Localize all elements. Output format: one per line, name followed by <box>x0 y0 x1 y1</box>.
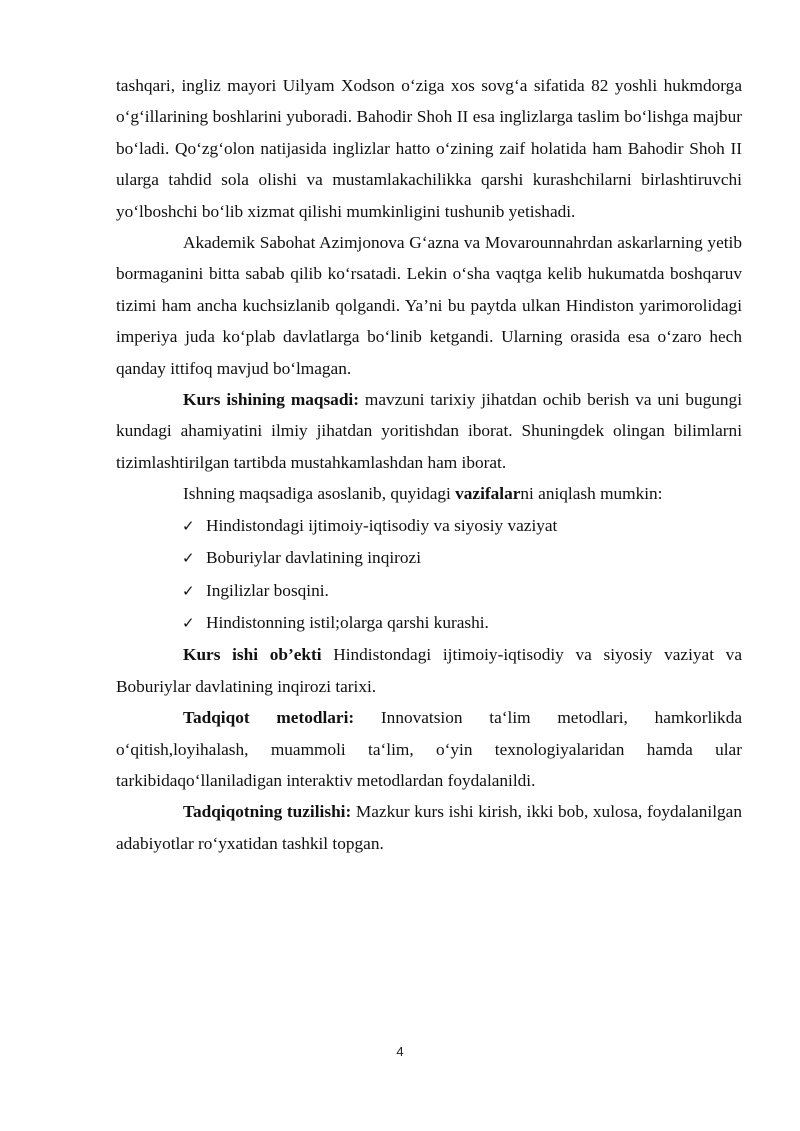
goal-label: Kurs ishining maqsadi: <box>183 390 359 410</box>
tasks-intro-after: ni aniqlash mumkin: <box>520 484 663 504</box>
document-body <box>116 70 742 859</box>
task-text: Boburiylar davlatining inqirozi <box>206 548 422 568</box>
object-label: Kurs ishi ob’ekti <box>183 645 322 665</box>
task-text: Hindistondagi ijtimoiy-iqtisodiy va siyosiy vaziyat <box>206 515 558 535</box>
methods-label: Tadqiqot metodlari: <box>183 708 355 728</box>
task-list-item <box>182 542 742 574</box>
check-icon: ✓ <box>182 549 195 568</box>
tasks-intro-bold: vazifalar <box>455 484 521 504</box>
task-list <box>116 510 742 640</box>
task-list-item <box>182 575 742 607</box>
task-text: Hindistonning istil;olarga qarshi kurashi. <box>206 612 489 632</box>
task-list-item <box>182 510 742 542</box>
paragraph-tasks-intro <box>116 478 742 509</box>
page-number: 4 <box>396 1044 404 1059</box>
paragraph-azimjonova: Akademik Sabohat Azimjonova G‘azna va Movarounnahrdan askarlarning yetib bormaganini bitta sabab qilib ko‘rsatadi. Lekin o‘sha vaqtga kelib hukumatda boshqaruv tizimi ham ancha kuchsizlanib qolgandi. Ya’ni bu paytda ulkan Hindiston yarimorolidagi imperiya juda ko‘plab davlatlarga bo‘linib ketgandi. Ularning orasida esa o‘zaro hech qanday ittifoq mavjud bo‘lmagan. <box>116 233 742 378</box>
structure-label: Tadqiqotning tuzilishi: <box>183 802 352 822</box>
paragraph-object <box>116 639 742 702</box>
structure-text: Mazkur kurs ishi kirish, ikki bob, xulosa, foydalanilgan adabiyotlar ro‘yxatidan tashkil topgan. <box>116 802 742 853</box>
tasks-intro-before: Ishning maqsadiga asoslanib, quyidagi <box>183 484 456 504</box>
task-text: Ingilizlar bosqini. <box>206 580 329 600</box>
paragraph-goal <box>116 384 742 478</box>
object-text: Hindistondagi ijtimoiy-iqtisodiy va siyosiy vaziyat va Boburiylar davlatining inqirozi tarixi. <box>116 645 742 696</box>
methods-text: Innovatsion ta‘lim metodlari, hamkorlikda o‘qitish,loyihalash, muammoli ta‘lim, o‘yin texnologiyalaridan hamda ular tarkibidaqo‘llaniladigan interaktiv metodlardan foydalanildi. <box>116 708 742 790</box>
check-icon: ✓ <box>182 516 195 535</box>
goal-text: mavzuni tarixiy jihatdan ochib berish va uni bugungi kundagi ahamiyatini ilmiy jihatdan yoritishdan iborat. Shuningdek olingan bilimlarni tizimlashtirilgan tartibda mustahkamlashdan ham iborat. <box>116 390 742 472</box>
paragraph-intro: tashqari, ingliz mayori Uilyam Xodson o‘ziga xos sovg‘a sifatida 82 yoshli hukmdorga o‘g‘illarining boshlarini yuboradi. Bahodir Shoh II esa inglizlarga taslim bo‘lishga majbur bo‘ladi. Qo‘zg‘olon natijasida inglizlar hatto o‘zining zaif holatida ham Bahodir Shoh II ularga tahdid sola olishi va mustamlakachilikka qarshi kurashchilarni birlashtiruvchi yo‘lboshchi bo‘lib xizmat qilishi mumkinligini tushunib yetishadi. <box>116 76 742 221</box>
check-icon: ✓ <box>182 613 195 632</box>
task-list-item <box>182 607 742 639</box>
paragraph-structure <box>116 796 742 859</box>
paragraph-methods <box>116 702 742 796</box>
check-icon: ✓ <box>182 581 195 600</box>
